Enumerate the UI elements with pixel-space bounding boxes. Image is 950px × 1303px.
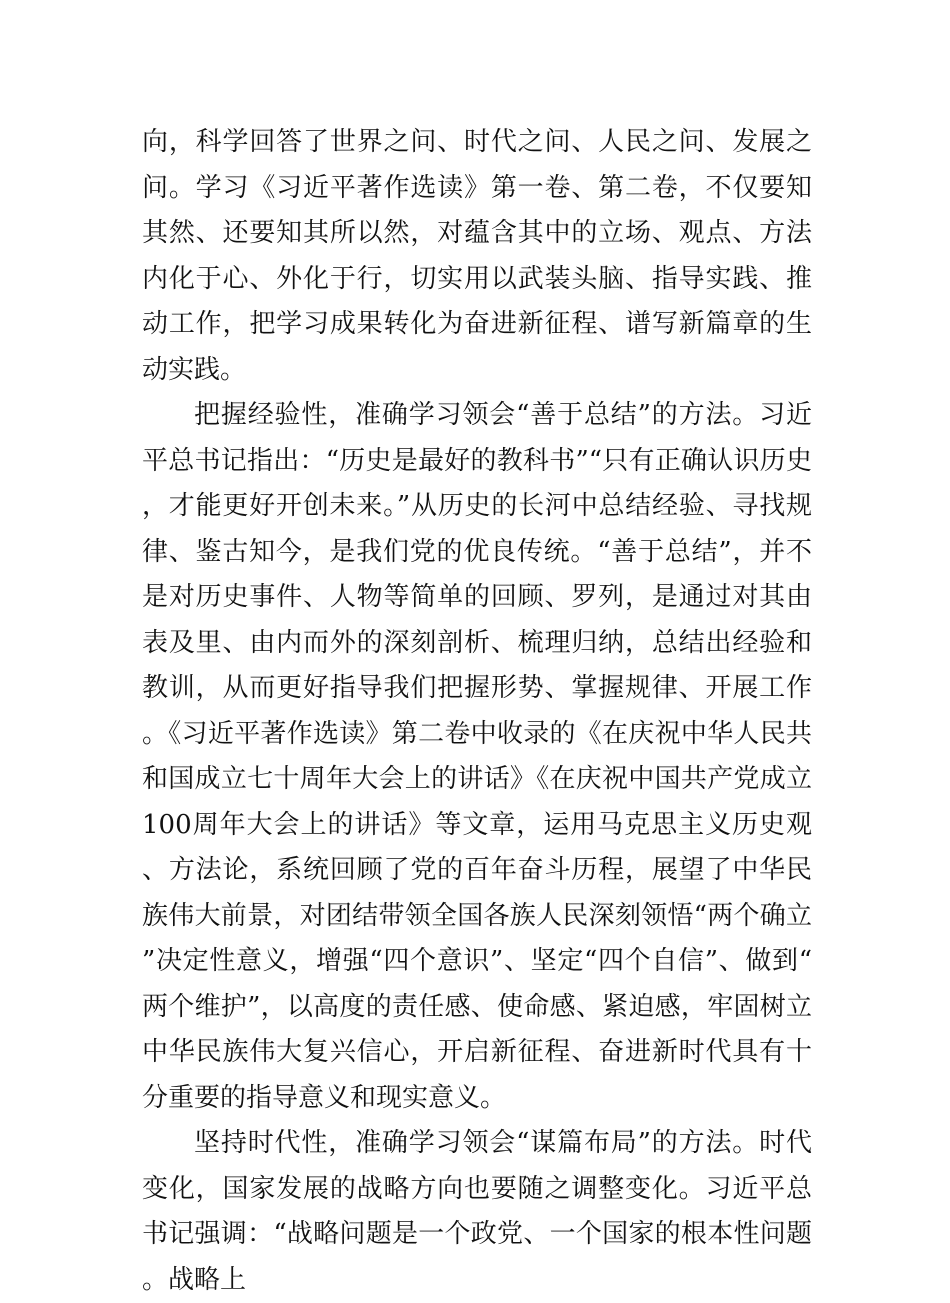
paragraph-strategic-planning: 坚持时代性，准确学习领会“谋篇布局”的方法。时代变化，国家发展的战略方向也要随之调整变化。习近平总书记强调：“战略问题是一个政党、一个国家的根本性问题。战略上 [142, 1128, 812, 1295]
paragraph-continuation: 向，科学回答了世界之问、时代之问、人民之问、发展之问。学习《习近平著作选读》第一卷、第二卷，不仅要知其然、还要知其所以然，对蕴含其中的立场、观点、方法内化于心、外化于行，切实用以武装头脑、指导实践、推动工作，把学习成果转化为奋进新征程、谱写新篇章的生动实践。 [142, 127, 812, 385]
document-page [142, 120, 812, 1303]
paragraph-summarize-experience: 把握经验性，准确学习领会“善于总结”的方法。习近平总书记指出：“历史是最好的教科书”“只有正确认识历史，才能更好开创未来。”从历史的长河中总结经验、寻找规律、鉴古知今，是我们党的优良传统。“善于总结”，并不是对历史事件、人物等简单的回顾、罗列，是通过对其由表及里、由内而外的深刻剖析、梳理归纳，总结出经验和教训，从而更好指导我们把握形势、掌握规律、开展工作。《习近平著作选读》第二卷中收录的《在庆祝中华人民共和国成立七十周年大会上的讲话》《在庆祝中国共产党成立100周年大会上的讲话》等文章，运用马克思主义历史观、方法论，系统回顾了党的百年奋斗历程，展望了中华民族伟大前景，对团结带领全国各族人民深刻领悟“两个确立”决定性意义，增强“四个意识”、坚定“四个自信”、做到“两个维护”，以高度的责任感、使命感、紧迫感，牢固树立中华民族伟大复兴信心，开启新征程、奋进新时代具有十分重要的指导意义和现实意义。 [142, 400, 812, 1113]
